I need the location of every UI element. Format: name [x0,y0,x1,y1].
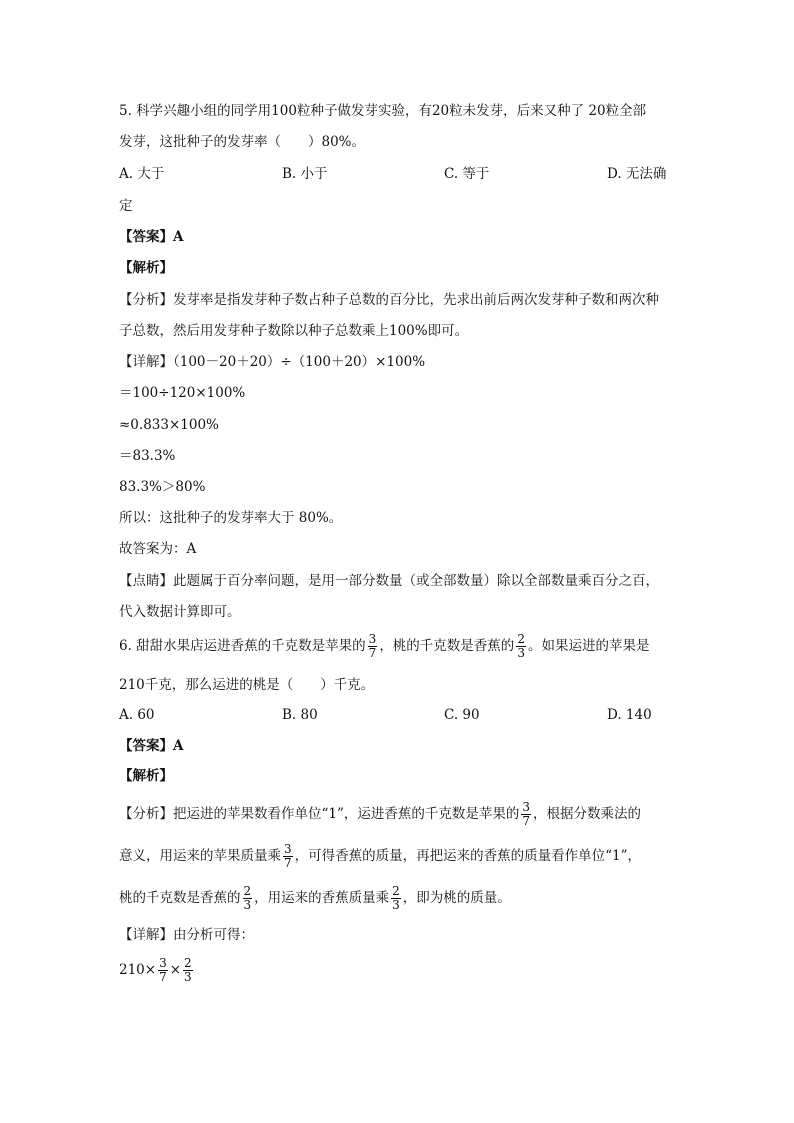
q5-stem-line-1: 5. 科学兴趣小组的同学用100粒种子做发芽实验，有20粒未发芽，后来又种了 20粒全部 [119,103,647,119]
q6-fenxi-text-1a: 【分析】把运进的苹果数看作单位“1”，运进香蕉的千克数是苹果的 [119,806,520,822]
fraction-2-3: $\frac{2}{3}$ [392,884,400,912]
q6-stem-text-c: 。如果运进的苹果是 [527,638,650,654]
q5-xiangjie: 【详解】（100－20＋20）÷（100＋20）×100% [119,354,426,370]
fraction-3-7: $\frac{3}{7}$ [284,842,292,870]
q6-fenxi-text-1b: ，根据分数乘法的 [533,806,642,822]
q6-option-a: A. 60 [119,707,155,723]
q6-answer: 【答案】A [119,738,184,754]
q5-option-d: D. 无法确 [607,166,667,182]
q5-step-1: ＝100÷120×100% [119,385,246,401]
q6-fenxi-line-3 [119,878,511,918]
q5-dianjing-line-2: 代入数据计算即可。 [119,604,241,620]
q6-fenxi-text-2b: ，可得香蕉的质量，再把运来的香蕉的质量看作单位“1”， [294,848,642,864]
q6-option-d: D. 140 [607,707,652,723]
q6-fenxi-text-3b: ，用运来的香蕉质量乘 [254,890,390,906]
q6-fenxi-line-1 [119,794,641,834]
q5-final-answer: 故答案为：A [119,541,197,557]
q5-option-c: C. 等于 [444,166,490,182]
q6-option-c: C. 90 [444,707,480,723]
q6-expr-text-a: 210× [119,962,157,978]
fraction-3-7: $\frac{3}{7}$ [522,800,531,828]
q5-step-2: ≈0.833×100% [119,417,219,433]
q5-step-3: ＝83.3% [119,448,176,464]
fraction-2-3: $\frac{2}{3}$ [517,632,525,660]
q5-stem-line-2: 发芽，这批种子的发芽率（ ）80%。 [119,134,366,150]
q6-expr-text-b: × [169,962,182,978]
q6-fenxi-text-3c: ，即为桃的质量。 [402,890,511,906]
fraction-2-3: $\frac{2}{3}$ [184,956,192,984]
q5-option-a: A. 大于 [119,166,165,182]
q5-fenxi-line-2: 子总数，然后用发芽种子数除以种子总数乘上100%即可。 [119,323,469,339]
q6-stem-line-1 [119,626,649,666]
q5-jiexi-heading: 【解析】 [119,260,173,276]
q6-expression [119,950,195,990]
q6-fenxi-text-2a: 意义，用运来的苹果质量乘 [119,848,281,864]
q5-fenxi-line-1: 【分析】发芽率是指发芽种子数占种子总数的百分比，先求出前后两次发芽种子数和两次种 [119,292,659,308]
q6-fenxi-line-2 [119,836,641,876]
q6-xiangjie: 【详解】由分析可得： [119,927,254,943]
q6-stem-line-2: 210千克，那么运进的桃是（ ）千克。 [119,677,375,693]
fraction-2-3: $\frac{2}{3}$ [243,884,252,912]
q5-dianjing-line-1: 【点睛】此题属于百分率问题，是用一部分数量（或全部数量）除以全部数量乘百分之百， [119,573,659,589]
q5-conclusion: 所以：这批种子的发芽率大于 80%。 [119,510,343,526]
q6-jiexi-heading: 【解析】 [119,768,173,784]
q6-stem-text-a: 6. 甜甜水果店运进香蕉的千克数是苹果的 [119,638,366,654]
q6-stem-text-b: ，桃的千克数是香蕉的 [379,638,515,654]
q5-answer: 【答案】A [119,229,184,245]
q6-fenxi-text-3a: 桃的千克数是香蕉的 [119,890,241,906]
fraction-3-7: $\frac{3}{7}$ [368,632,377,660]
q5-option-d-wrap: 定 [119,198,133,214]
q6-option-b: B. 80 [282,707,318,723]
q5-step-4: 83.3%＞80% [119,479,206,495]
q5-option-b: B. 小于 [282,166,328,182]
fraction-3-7: $\frac{3}{7}$ [159,956,167,984]
